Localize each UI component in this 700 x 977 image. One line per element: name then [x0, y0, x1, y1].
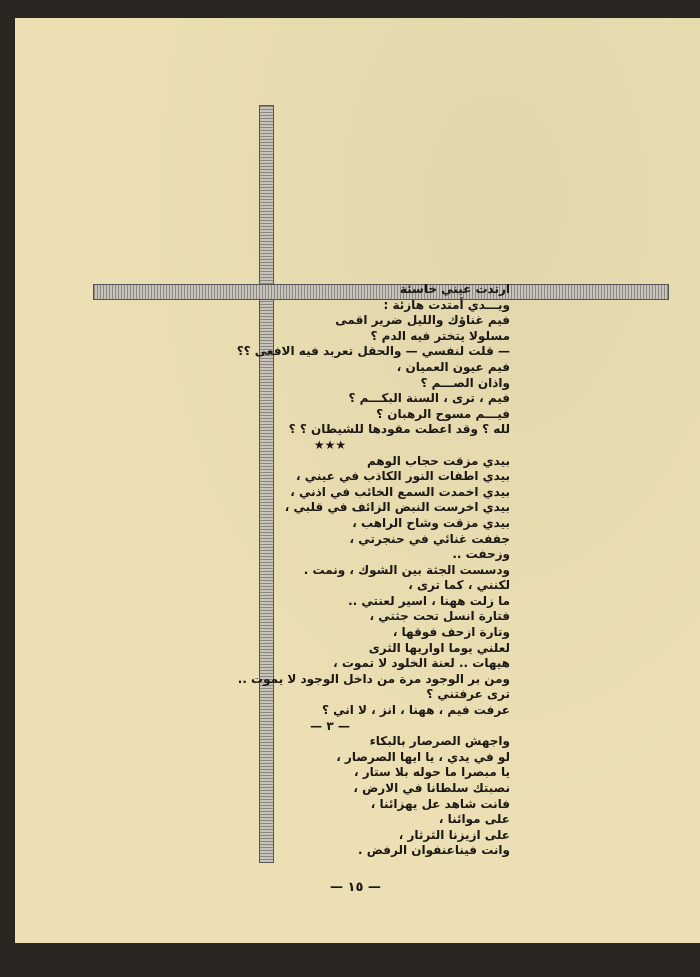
page-number: — ١٥ —	[330, 880, 381, 895]
poem-line: ما زلت ههنا ، اسير لعنتي ..	[348, 593, 510, 608]
poem-line: فانت شاهد عل يهزائنا ،	[370, 796, 510, 811]
poem-line: وانت فيناعنفوان الرفض .	[358, 843, 510, 858]
poem-line: ترى عرفتني ؟	[426, 687, 510, 702]
poem-text	[110, 282, 510, 859]
poem-line: — قلت لنفسي — والحقل تعربد فيه الافعى ؟؟	[236, 344, 510, 359]
poem-line: نصبتك سلطانا في الارض ،	[353, 781, 510, 795]
poem-line: فيم غناؤك والليل ضرير اقمى	[335, 313, 510, 328]
poem-line: واجهش الصرصار بالبكاء	[369, 734, 510, 749]
poem-line: هيهات .. لعنة الخلود لا تموت ،	[333, 656, 510, 671]
poem-line: على ازيزنا الثرثار ،	[398, 827, 510, 842]
poem-line: ارتدت عيني خاسئة	[399, 282, 510, 296]
section-divider: ★★★	[313, 437, 347, 452]
poem-line: بيدي اخمدت السمع الخائب في اذني ،	[290, 484, 510, 499]
poem-line: وزحفت ..	[452, 547, 510, 562]
poem-line: وتارة ازحف فوقها ،	[392, 625, 510, 640]
poem-line: لعلني يوما اواريها الثرى	[368, 640, 510, 655]
poem-line: يا مبصرا ما حوله بلا ستار ،	[354, 765, 510, 780]
poem-line: لكنني ، كما ترى ،	[408, 578, 510, 593]
poem-line: بيدي اخرست النبض الزائف في قلبي ،	[284, 500, 510, 515]
poem-line: مسلولا يتختر فيه الدم ؟	[370, 328, 510, 343]
poem-line: لو في يدي ، يا ايها الصرصار ،	[336, 749, 510, 764]
poem-line: بيدي مزقت حجاب الوهم	[366, 453, 510, 468]
poem-line: على موائنا ،	[438, 812, 510, 827]
section-divider: — ٣ —	[310, 718, 350, 733]
poem-line: فيـــم مسوح الرهبان ؟	[376, 406, 510, 421]
poem-line: ومن بر الوجود مرة من داخل الوجود لا يموت ..	[237, 671, 510, 686]
poem-line: ويـــدي أمتدت هازئة :	[383, 297, 510, 312]
poem-line: لله ؟ وقد اعطت مقودها للشيطان ؟ ؟	[288, 422, 510, 437]
poem-line: عرفت فيم ، ههنا ، انز ، لا اني ؟	[321, 703, 510, 718]
poem-line: ودسست الجثة بين الشوك ، ونمت .	[303, 562, 510, 577]
poem-line: واذان الصـــم ؟	[420, 375, 510, 390]
poem-line: فتارة انسل تحت جثتي ،	[369, 609, 510, 624]
poem-line: بيدي اطفات النور الكاذب في عيني ،	[296, 469, 510, 484]
poem-line: فيم عيون العميان ،	[396, 359, 510, 374]
poem-line: بيدي مزقت وشاح الراهب ،	[352, 515, 510, 530]
poem-line: جففت غنائي في حنجرتي ،	[349, 531, 510, 546]
poem-line: فيم ، ترى ، السنة البكـــم ؟	[348, 391, 510, 406]
